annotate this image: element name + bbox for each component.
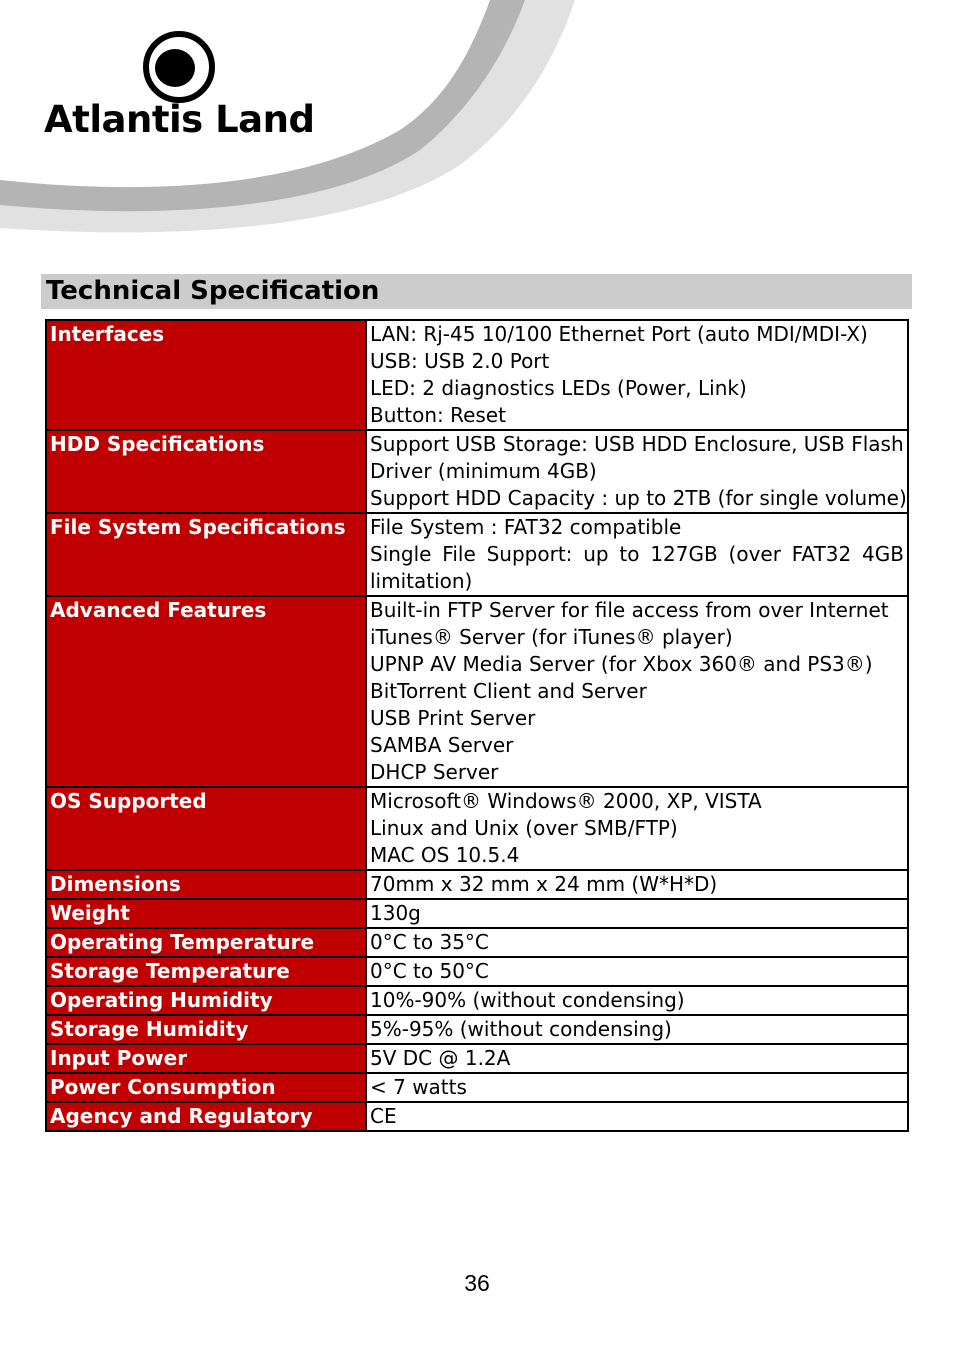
spec-value-line: SAMBA Server (370, 733, 514, 757)
table-row (46, 870, 908, 899)
spec-value-line: Driver (minimum 4GB) (370, 459, 597, 483)
spec-value-line: MAC OS 10.5.4 (370, 843, 520, 867)
spec-value-line: limitation) (370, 569, 473, 593)
spec-label: Interfaces (46, 320, 366, 430)
spec-value-line: File System : FAT32 compatible (370, 515, 682, 539)
spec-label: Operating Humidity (46, 986, 366, 1015)
section-title: Technical Specification (46, 276, 380, 306)
spec-label: Storage Humidity (46, 1015, 366, 1044)
spec-value (366, 787, 908, 870)
table-row (46, 1102, 908, 1131)
spec-value (366, 986, 908, 1015)
spec-value-line: Button: Reset (370, 403, 506, 427)
spec-label: Weight (46, 899, 366, 928)
spec-value-line: Support USB Storage: USB HDD Enclosure, USB Flash (370, 432, 904, 456)
spec-label: Dimensions (46, 870, 366, 899)
spec-label: Input Power (46, 1044, 366, 1073)
spec-value (366, 1102, 908, 1131)
table-row (46, 430, 908, 513)
spec-value (366, 596, 908, 787)
spec-value-line: UPNP AV Media Server (for Xbox 360® and PS3®) (370, 652, 873, 676)
spec-label: Storage Temperature (46, 957, 366, 986)
spec-value-line: 130g (370, 901, 421, 925)
spec-value (366, 957, 908, 986)
spec-value-line: USB Print Server (370, 706, 536, 730)
spec-value-line: LED: 2 diagnostics LEDs (Power, Link) (370, 376, 747, 400)
logo-ring-icon (139, 30, 219, 105)
spec-value (366, 899, 908, 928)
spec-value-line: LAN: Rj-45 10/100 Ethernet Port (auto MDI/MDI-X) (370, 322, 868, 346)
spec-value (366, 430, 908, 513)
table-row (46, 928, 908, 957)
spec-label: File System Specifications (46, 513, 366, 596)
spec-table (45, 319, 909, 1132)
table-row (46, 1015, 908, 1044)
spec-value-line: Support HDD Capacity : up to 2TB (for single volume) (370, 486, 907, 510)
spec-label: Operating Temperature (46, 928, 366, 957)
spec-value-line: Microsoft® Windows® 2000, XP, VISTA (370, 789, 762, 813)
table-row (46, 1044, 908, 1073)
spec-value-line: DHCP Server (370, 760, 499, 784)
spec-label: Advanced Features (46, 596, 366, 787)
table-row (46, 957, 908, 986)
table-row (46, 320, 908, 430)
table-row (46, 986, 908, 1015)
spec-label: Agency and Regulatory (46, 1102, 366, 1131)
spec-value (366, 1044, 908, 1073)
logo-text: Atlantis Land (44, 98, 315, 141)
spec-value-line: BitTorrent Client and Server (370, 679, 647, 703)
table-row (46, 513, 908, 596)
spec-value-line: 5%-95% (without condensing) (370, 1017, 672, 1041)
spec-value-line: 0°C to 50°C (370, 959, 489, 983)
spec-table-body (46, 320, 908, 1131)
spec-value-line: 10%-90% (without condensing) (370, 988, 685, 1012)
table-row (46, 596, 908, 787)
spec-value (366, 513, 908, 596)
spec-value-line: 0°C to 35°C (370, 930, 489, 954)
spec-value-line: Built-in FTP Server for file access from over Internet (370, 598, 889, 622)
spec-value (366, 870, 908, 899)
spec-value-line: CE (370, 1104, 397, 1128)
spec-value-line: 70mm x 32 mm x 24 mm (W*H*D) (370, 872, 718, 896)
spec-value (366, 1073, 908, 1102)
table-row (46, 899, 908, 928)
table-row (46, 787, 908, 870)
spec-value (366, 1015, 908, 1044)
spec-label: OS Supported (46, 787, 366, 870)
spec-value-line: 5V DC @ 1.2A (370, 1046, 511, 1070)
spec-value-line: USB: USB 2.0 Port (370, 349, 550, 373)
atlantis-land-logo (44, 30, 314, 145)
page-number: 36 (464, 1270, 490, 1296)
spec-value (366, 928, 908, 957)
spec-value-line: iTunes® Server (for iTunes® player) (370, 625, 733, 649)
spec-value-line: < 7 watts (370, 1075, 467, 1099)
spec-label: HDD Specifications (46, 430, 366, 513)
section-heading-bar (41, 274, 912, 309)
spec-value-line: Single File Support: up to 127GB (over FAT32 4GB (370, 542, 904, 566)
spec-value (366, 320, 908, 430)
table-row (46, 1073, 908, 1102)
spec-label: Power Consumption (46, 1073, 366, 1102)
spec-value-line: Linux and Unix (over SMB/FTP) (370, 816, 678, 840)
